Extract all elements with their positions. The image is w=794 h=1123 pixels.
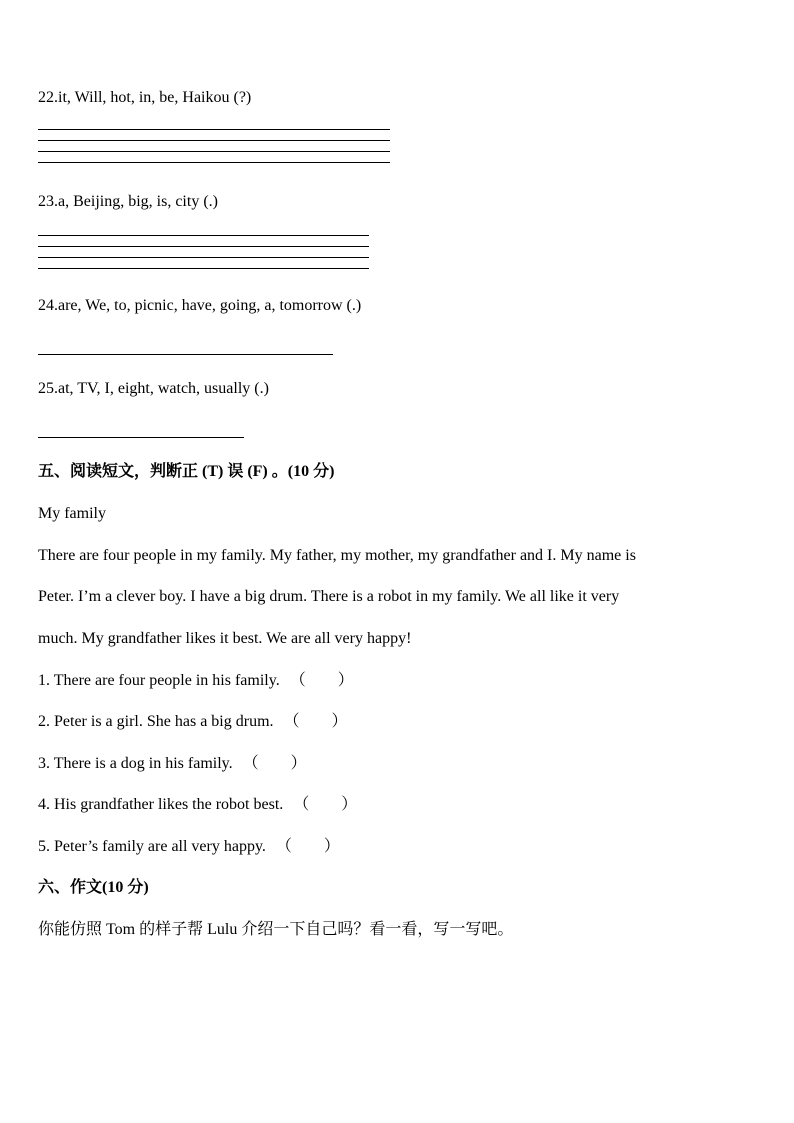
judge-item-text: 2. Peter is a girl. She has a big drum. [38,713,274,730]
passage-line: much. My grandfather likes it best. We are all very happy! [38,630,412,647]
passage-line: Peter. I’m a clever boy. I have a big drum. There is a robot in my family. We all like it very [38,588,620,605]
judge-item-1 [38,671,354,691]
judge-item-2 [38,712,348,732]
answer-line [38,354,333,355]
judge-item-text: 1. There are four people in his family. [38,672,280,689]
answer-parentheses[interactable]: （ ） [293,796,358,813]
composition-prompt: 你能仿照 Tom 的样子帮 Lulu 介绍一下自己吗？看一看，写一写吧。 [38,921,514,938]
passage-line: There are four people in my family. My father, my mother, my grandfather and I. My name is [38,547,636,564]
answer-line [38,129,390,130]
judge-item-5 [38,837,340,857]
answer-parentheses[interactable]: （ ） [283,713,348,730]
judge-item-3 [38,754,307,774]
question-23: 23.a, Beijing, big, is, city (.) [38,193,218,210]
section-5-heading: 五、阅读短文，判断正 (T) 误 (F) 。(10 分) [38,463,335,480]
question-22: 22.it, Will, hot, in, be, Haikou (?) [38,89,252,106]
passage-title: My family [38,505,106,522]
answer-line [38,235,369,236]
judge-item-text: 5. Peter’s family are all very happy. [38,838,266,855]
answer-line [38,140,390,141]
answer-parentheses[interactable]: （ ） [289,672,354,689]
answer-line [38,162,390,163]
judge-item-text: 3. There is a dog in his family. [38,755,233,772]
answer-parentheses[interactable]: （ ） [242,755,307,772]
answer-parentheses[interactable]: （ ） [275,838,340,855]
answer-line [38,257,369,258]
question-24: 24.are, We, to, picnic, have, going, a, tomorrow (.) [38,297,362,314]
judge-item-text: 4. His grandfather likes the robot best. [38,796,284,813]
answer-line [38,246,369,247]
answer-line [38,151,390,152]
answer-line [38,437,244,438]
question-25: 25.at, TV, I, eight, watch, usually (.) [38,380,269,397]
section-6-heading: 六、作文(10 分) [38,879,149,896]
answer-line [38,268,369,269]
judge-item-4 [38,795,357,815]
